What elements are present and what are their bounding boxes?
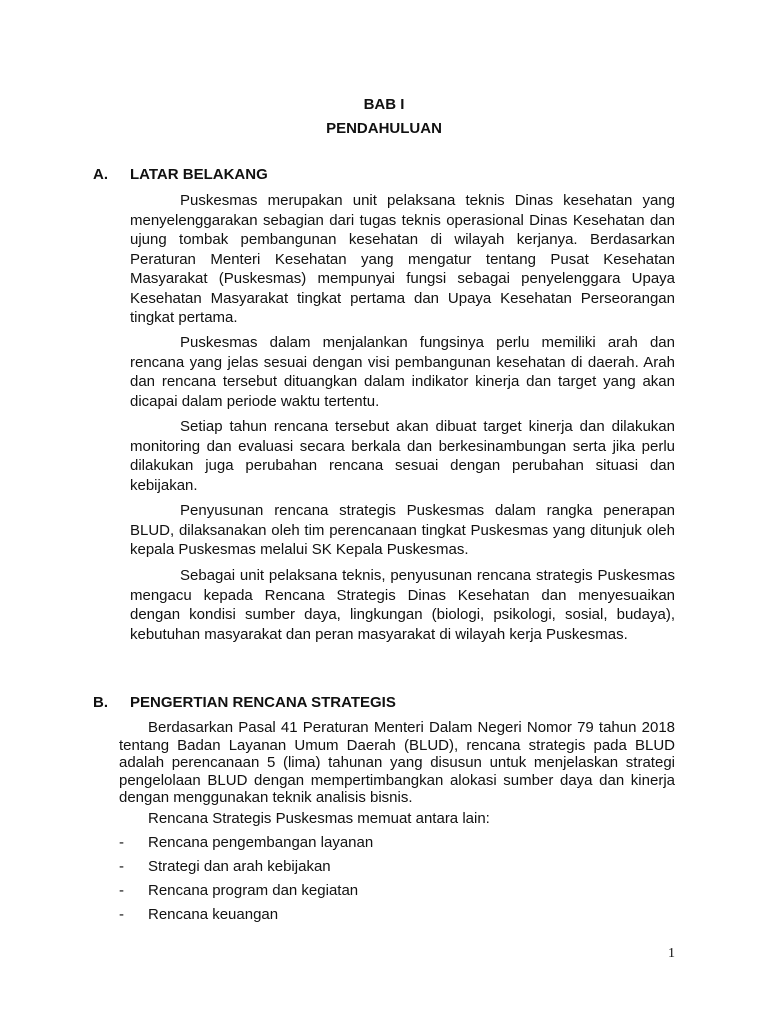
list-item-text: Rencana program dan kegiatan <box>148 882 359 899</box>
paragraph: Rencana Strategis Puskesmas memuat antara lain: <box>148 810 490 827</box>
paragraph: Sebagai unit pelaksana teknis, penyusunan rencana strategis Puskesmas mengacu kepada Rencana Strategis Dinas Kesehatan dan menyesuaikan dengan kondisi sumber daya, lingkungan (biologi, psikologi, sosial, budaya), kebutuhan masyarakat dan peran masyarakat di wilayah kerja Puskesmas. <box>130 567 675 643</box>
section-a-letter: A. <box>93 166 108 183</box>
paragraph: Penyusunan rencana strategis Puskesmas dalam rangka penerapan BLUD, dilaksanakan oleh tim perencanaan tingkat Puskesmas yang ditunjuk oleh kepala Puskesmas melalui SK Kepala Puskesmas. <box>130 502 675 558</box>
bullet-marker: - <box>119 834 124 851</box>
chapter-title: PENDAHULUAN <box>326 120 442 137</box>
page-number: 1 <box>668 946 675 961</box>
list-item-text: Strategi dan arah kebijakan <box>148 858 331 875</box>
bullet-marker: - <box>119 858 124 875</box>
list-item-text: Rencana keuangan <box>148 906 279 923</box>
paragraph: Puskesmas dalam menjalankan fungsinya perlu memiliki arah dan rencana yang jelas sesuai dengan visi pembangunan kesehatan di daerah. Arah dan rencana tersebut dituangkan dalam indikator kinerja dan target yang akan dicapai dalam periode waktu tertentu. <box>130 334 675 410</box>
bullet-marker: - <box>119 882 124 899</box>
bullet-marker: - <box>119 906 124 923</box>
list-item-text: Rencana pengembangan layanan <box>148 834 374 851</box>
paragraph: Setiap tahun rencana tersebut akan dibuat target kinerja dan dilakukan monitoring dan evaluasi secara berkala dan berkesinambungan serta jika perlu dilakukan juga perubahan rencana sesuai dengan perubahan situasi dan kebijakan. <box>130 418 675 494</box>
paragraph: Berdasarkan Pasal 41 Peraturan Menteri Dalam Negeri Nomor 79 tahun 2018 tentang Badan Layanan Umum Daerah (BLUD), rencana strategis pada BLUD adalah perencanaan 5 (lima) tahunan yang disusun untuk menjelaskan strategi pengelolaan BLUD dengan mempertimbangkan alokasi sumber daya dan kinerja dengan menggunakan teknik analisis bisnis. <box>119 719 675 806</box>
section-b-title: PENGERTIAN RENCANA STRATEGIS <box>130 694 396 711</box>
section-a-title: LATAR BELAKANG <box>130 166 268 183</box>
paragraph: Puskesmas merupakan unit pelaksana teknis Dinas kesehatan yang menyelenggarakan sebagian dari tugas teknis operasional Dinas Kesehatan dan ujung tombak pembangunan kesehatan di wilayah kerjanya. Berdasarkan Peraturan Menteri Kesehatan yang mengatur tentang Pusat Kesehatan Masyarakat (Puskesmas) mempunyai fungsi sebagai penyelenggara Upaya Kesehatan Masyarakat tingkat pertama dan Upaya Kesehatan Perseorangan tingkat pertama. <box>130 192 675 326</box>
chapter-number: BAB I <box>363 96 405 113</box>
section-b-letter: B. <box>93 694 108 711</box>
